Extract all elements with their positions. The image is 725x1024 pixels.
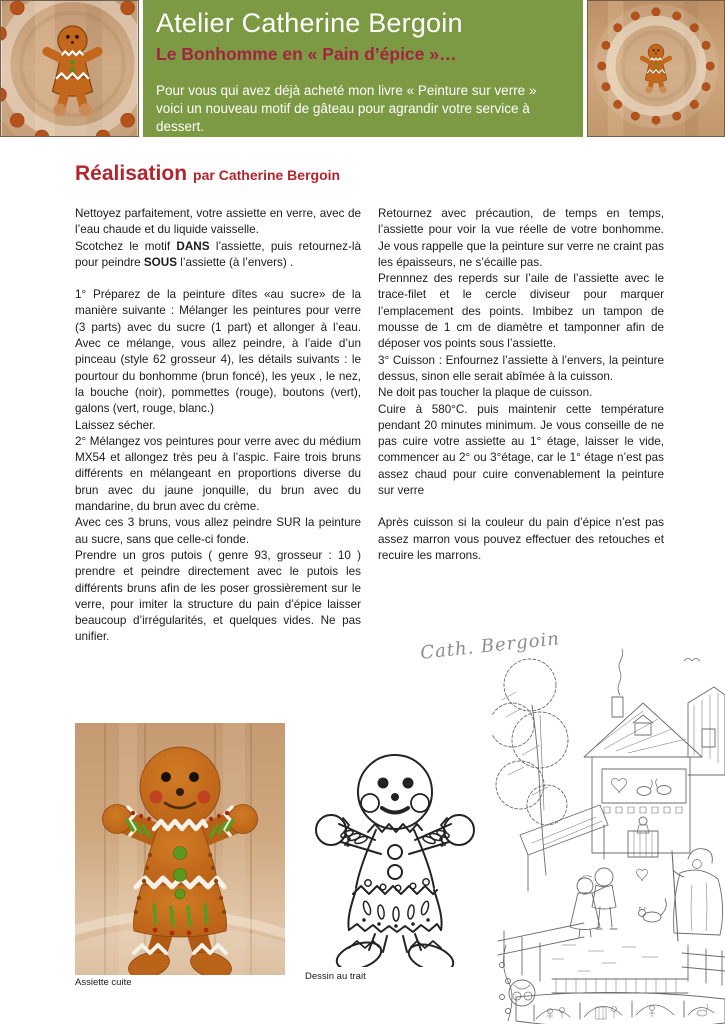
- column-left: [75, 206, 361, 646]
- body-paragraph: Avec ces 3 bruns, vous allez peindre SUR la peinture au sucre, sans que celle-ci fonde.: [75, 516, 361, 546]
- body-columns: [75, 206, 665, 646]
- paragraph-spacer: [75, 271, 361, 287]
- body-paragraph: Cuire à 580°C. puis maintenir cette température pendant 20 minutes minimum. Je vous conseille de ne pas cuire votre assiette au 1° étage, laisser le vide, commencer au 2° ou 3°étage, car le 1° étage n’est pas assez chaud pour cuire convenablement la peinture sur verre: [378, 402, 664, 498]
- section-title: Réalisation: [75, 162, 188, 185]
- hansel-gretel-engraving-image: [492, 645, 725, 1024]
- body-paragraph: Prendre un gros putois ( genre 93, grosseur : 10 ) prendre et peindre directement avec le putois les différents bruns afin de les poser grossièrement sur le verre, pour imiter la structure du pain d’épice laisser beaucoup d’irrégularités, et quelques vides. Ne pas unifier.: [75, 548, 361, 644]
- gingerbread-line-drawing-image: [300, 742, 490, 967]
- body-paragraph: Après cuisson si la couleur du pain d’épice n’est pas assez marron vous pouvez effectuer des retouches et recuire les marrons.: [378, 516, 664, 562]
- body-paragraph: Prennnez des reperds sur l’aile de l’assiette avec le trace-filet et le cercle diviseur pour marquer l’emplacement des points. Imbibez un tampon de mousse de 1 cm de diamètre et tamponner afin de déposer vos points sous l’assiette.: [378, 272, 664, 351]
- line-drawing-figure: [300, 742, 490, 967]
- column-right: [378, 206, 664, 646]
- section-heading: [75, 162, 340, 186]
- page-title: Atelier Catherine Bergoin: [156, 8, 463, 38]
- body-paragraph: Laissez sécher.: [75, 418, 156, 432]
- header-banner: [143, 0, 583, 137]
- section-byline: par Catherine Bergoin: [193, 167, 341, 183]
- body-paragraph: 1° Préparez de la peinture dîtes «au sucre» de la manière suivante : Mélanger les peintures pour verre (3 parts) avec du sucre (1 part) et allonger à l’eau. Avec ce mélange, vous allez peindre, à l’aide d’un pinceau (style 62 grosseur 4), les détails suivants : le pourtour du bonhomme (brun foncé), les yeux , le nez, la bouche (noir), pommettes (rouge), boutons (vert), galons (vert, rouge, blanc.): [75, 288, 361, 416]
- paragraph-spacer: [378, 499, 664, 515]
- plate-photo-left-image: [1, 1, 138, 136]
- header-intro-text: Pour vous qui avez déjà acheté mon livre « Peinture sur verre » voici un nouveau motif de gâteau pour agrandir votre service à dessert.: [156, 83, 537, 134]
- drawing-caption: Dessin au trait: [305, 971, 366, 982]
- baked-plate-photo: [75, 723, 285, 975]
- gingerbread-photo-image: [75, 723, 285, 975]
- body-paragraph: Retournez avec précaution, de temps en temps, l’assiette pour voir la vue réelle de votre bonhomme. Je vous rappelle que la peinture sur verre ne craint pas les épaisseurs, ne s’écaille pas.: [378, 207, 664, 269]
- engraving-illustration: [492, 645, 725, 1024]
- page-subtitle: Le Bonhomme en « Pain d’épice »…: [156, 44, 457, 64]
- plate-photo-right-image: [588, 1, 724, 136]
- plate-photo-left: [0, 0, 139, 137]
- body-paragraph: Nettoyez parfaitement, votre assiette en verre, avec de l’eau chaude et du liquide vaisselle.: [75, 207, 361, 237]
- photo-caption: Assiette cuite: [75, 977, 132, 988]
- plate-photo-right: [587, 0, 725, 137]
- body-paragraph: 3° Cuisson : Enfournez l’assiette à l’envers, la peinture dessus, sinon elle serait abîmée à la cuisson.: [378, 353, 664, 383]
- signature-handwriting: Cath. Bergoin: [419, 628, 561, 664]
- body-paragraph: Scotchez le motif DANS l’assiette, puis retournez-là pour peindre SOUS l’assiette (à l’envers) .: [75, 239, 361, 269]
- body-paragraph: 2° Mélangez vos peintures pour verre avec du médium MX54 et allongez très peu à l’aspic. Faire trois bruns différents en mélangeant en proportions diverse du brun avec du jaune jonquille, du brun avec du mandarine, du brun avec du crème.: [75, 434, 361, 514]
- body-paragraph: Ne doit pas toucher la plaque de cuisson.: [378, 386, 593, 400]
